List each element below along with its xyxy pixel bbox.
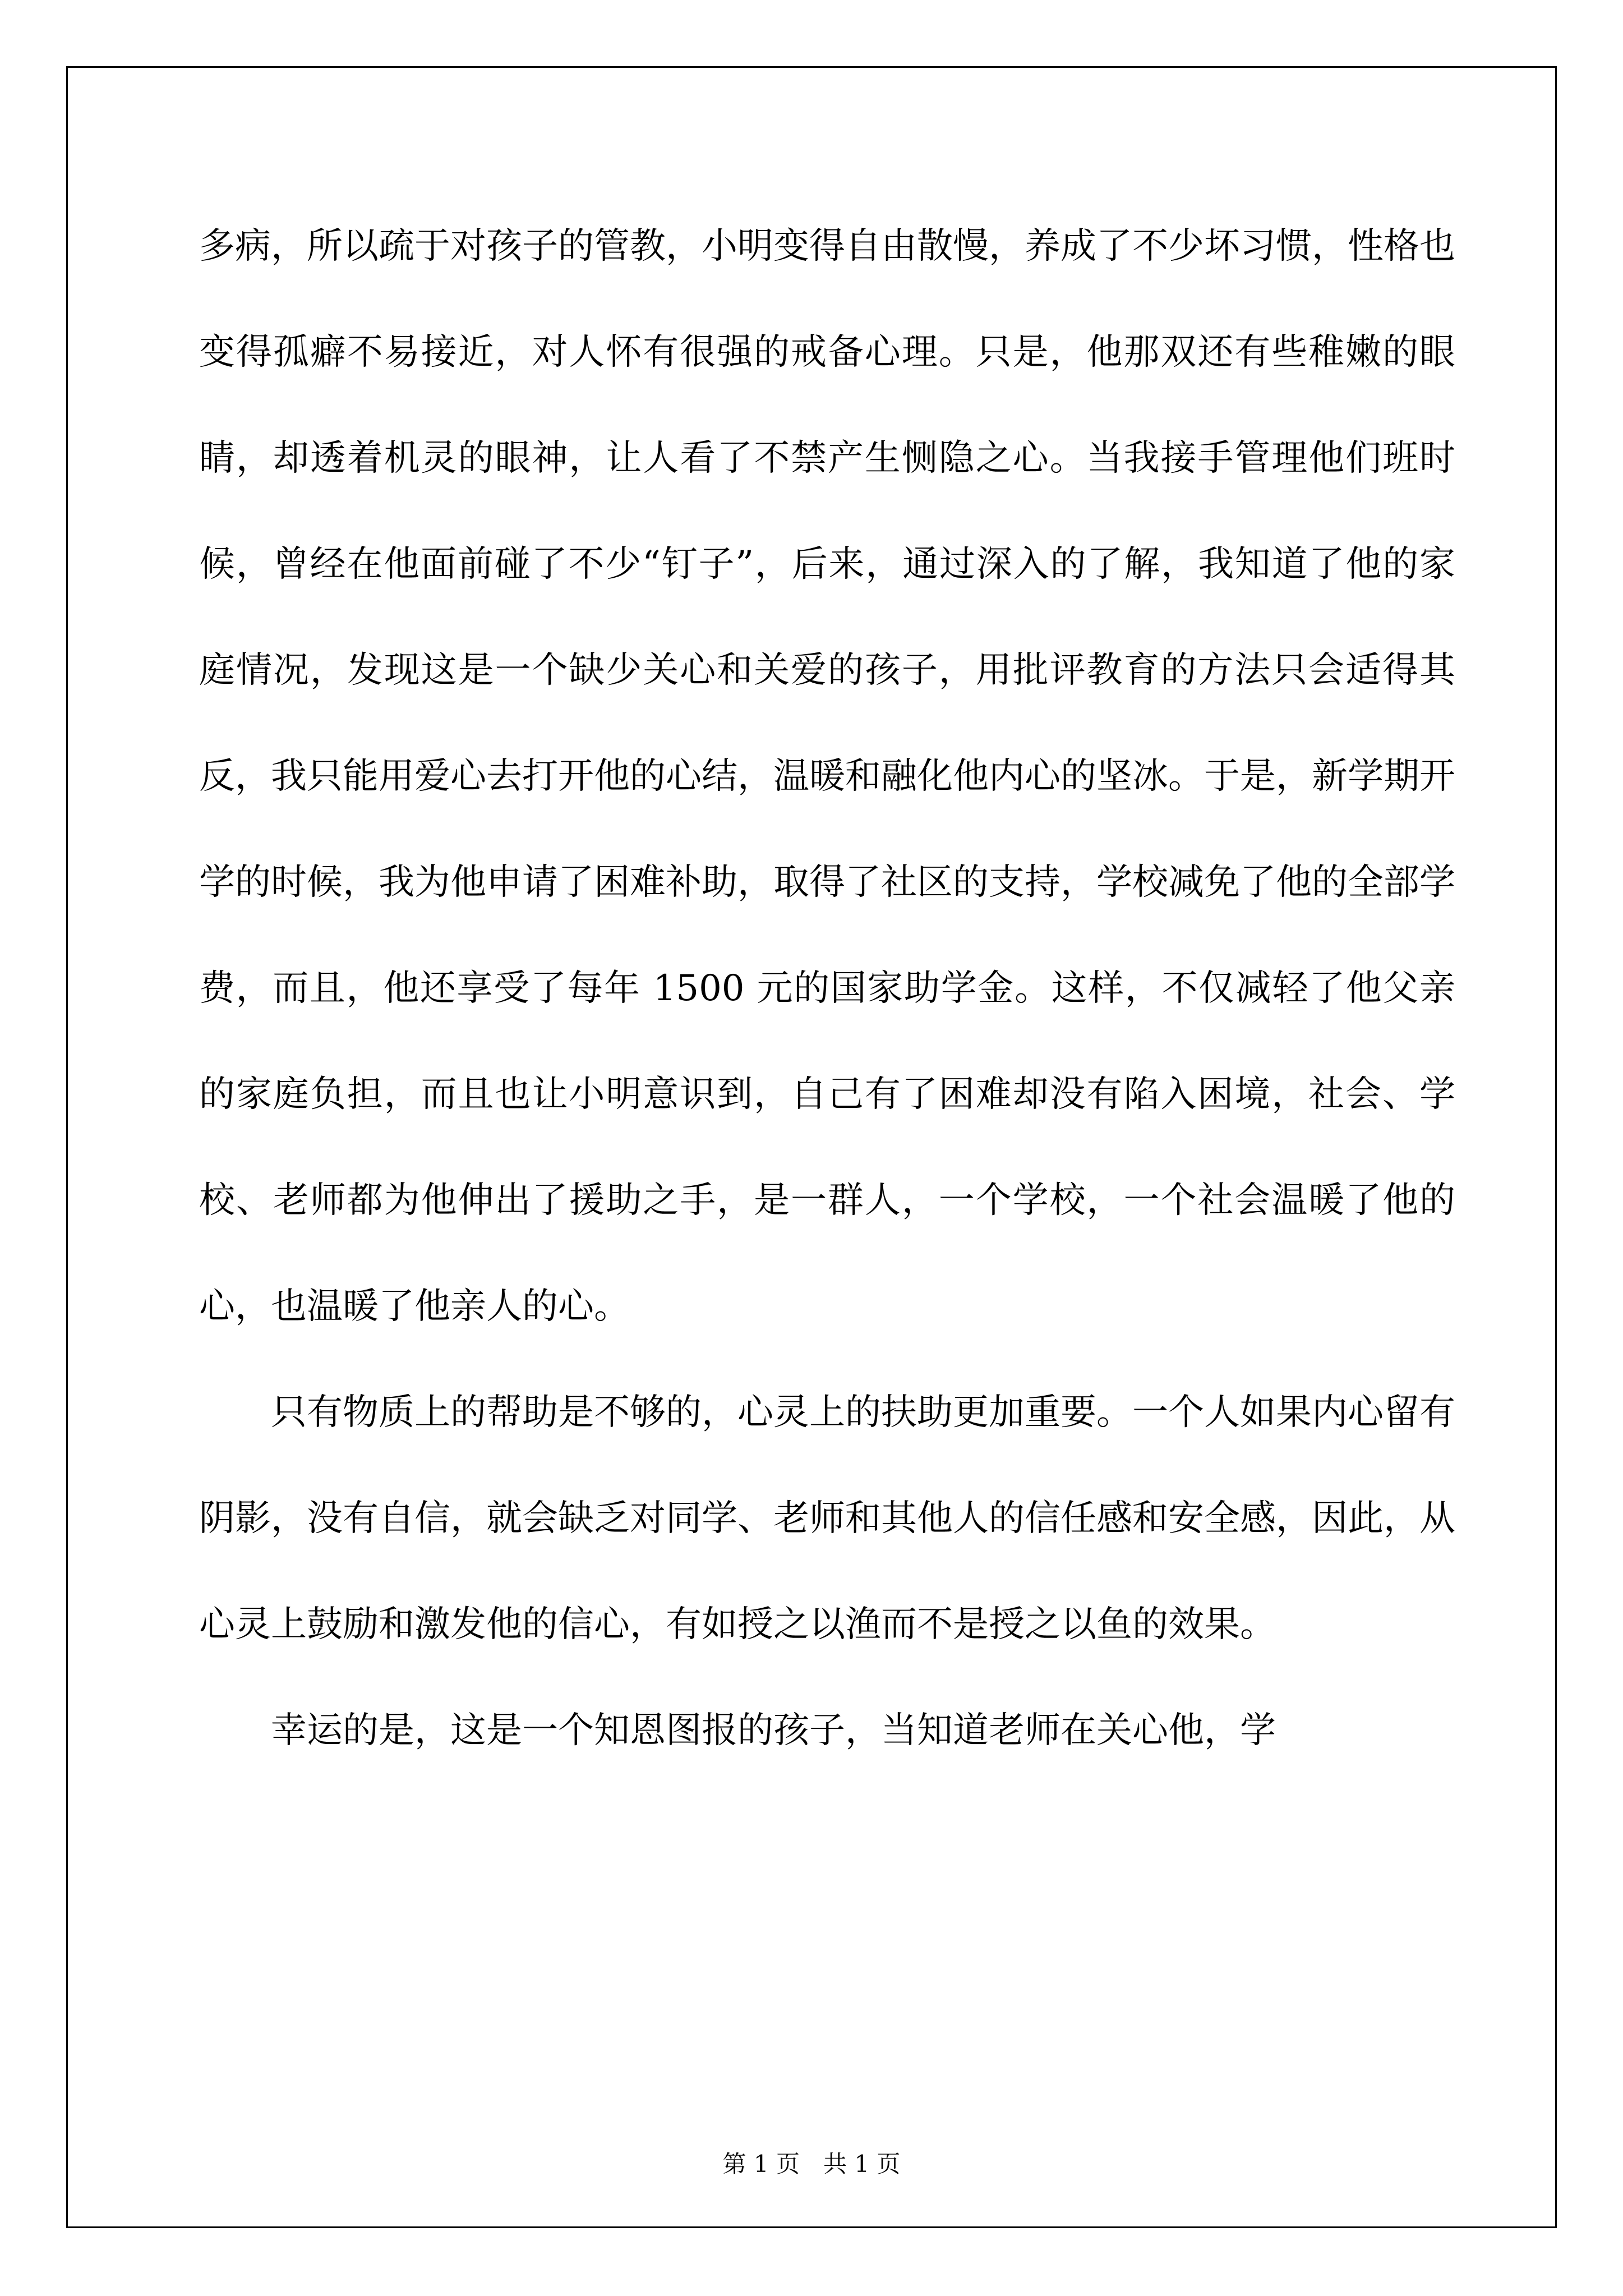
paragraph-2: 只有物质上的帮助是不够的，心灵上的扶助更加重要。一个人如果内心留有阴影，没有自信，就会缺乏对同学、老师和其他人的信任感和安全感，因此，从心灵上鼓励和激发他的信心，有如授之以渔而不是授之以鱼的效果。: [199, 1392, 1455, 1645]
page-footer: 第 1 页 共 1 页: [722, 2150, 901, 2178]
document-body: [199, 194, 1455, 1784]
paragraph-1: 多病，所以疏于对孩子的管教，小明变得自由散慢，养成了不少坏习惯，性格也变得孤癖不易接近，对人怀有很强的戒备心理。只是，他那双还有些稚嫩的眼睛，却透着机灵的眼神，让人看了不禁产生恻隐之心。当我接手管理他们班时候，曾经在他面前碰了不少“钉子”，后来，通过深入的了解，我知道了他的家庭情况，发现这是一个缺少关心和关爱的孩子，用批评教育的方法只会适得其反，我只能用爱心去打开他的心结，温暖和融化他内心的坚冰。于是，新学期开学的时候，我为他申请了困难补助，取得了社区的支持，学校减免了他的全部学费，而且，他还享受了每年 1500 元的国家助学金。这样，不仅减轻了他父亲的家庭负担，而且也让小明意识到，自己有了困难却没有陷入困境，社会、学校、老师都为他伸出了援助之手，是一群人，一个学校，一个社会温暖了他的心，也温暖了他亲人的心。: [199, 226, 1455, 1327]
paragraph-3: 幸运的是，这是一个知恩图报的孩子，当知道老师在关心他，学: [271, 1710, 1276, 1751]
